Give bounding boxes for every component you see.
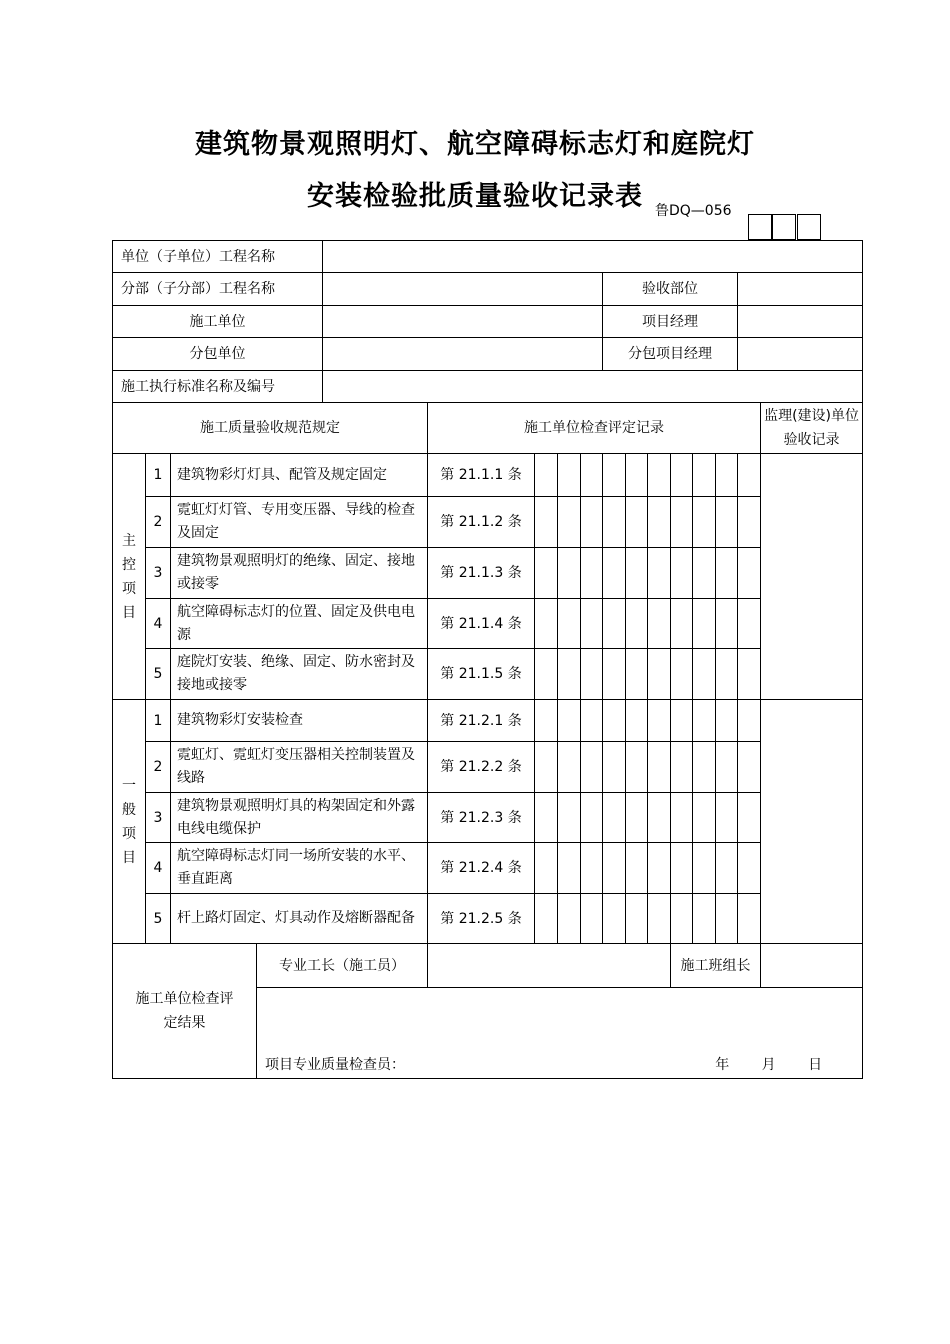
code-box-3[interactable] xyxy=(797,214,821,240)
spec-header: 施工质量验收规范规定 xyxy=(113,403,428,454)
item-text: 航空障碍标志灯同一场所安装的水平、垂直距离 xyxy=(171,843,428,894)
check-cell[interactable] xyxy=(716,548,738,599)
check-cell[interactable] xyxy=(626,454,648,497)
general-char: 般 xyxy=(122,801,136,818)
item-clause: 第 21.2.5 条 xyxy=(428,894,535,944)
row-project-name xyxy=(113,241,863,273)
check-cell[interactable] xyxy=(648,700,671,742)
construction-unit-label: 施工单位 xyxy=(113,306,323,338)
check-cell[interactable] xyxy=(738,599,761,649)
check-cell[interactable] xyxy=(648,742,671,793)
item-text: 霓虹灯、霓虹灯变压器相关控制装置及线路 xyxy=(171,742,428,793)
contractor-record-header: 施工单位检查评定记录 xyxy=(428,403,761,454)
check-cell[interactable] xyxy=(716,700,738,742)
check-cell[interactable] xyxy=(603,454,626,497)
check-cell[interactable] xyxy=(581,649,603,700)
project-name-label: 单位（子单位）工程名称 xyxy=(113,241,323,273)
team-leader-label: 施工班组长 xyxy=(671,944,761,988)
item-number: 1 xyxy=(146,700,171,742)
row-standard xyxy=(113,371,863,403)
subcontract-unit-value[interactable] xyxy=(323,338,603,371)
table-row xyxy=(113,548,863,599)
check-cell[interactable] xyxy=(558,843,581,894)
check-cell[interactable] xyxy=(535,742,558,793)
check-cell[interactable] xyxy=(603,700,626,742)
check-cell[interactable] xyxy=(558,894,581,944)
check-cell[interactable] xyxy=(558,497,581,548)
item-clause: 第 21.1.1 条 xyxy=(428,454,535,497)
check-cell[interactable] xyxy=(603,649,626,700)
check-cell[interactable] xyxy=(558,548,581,599)
table-row xyxy=(113,894,863,944)
subproject-name-label: 分部（子分部）工程名称 xyxy=(113,273,323,306)
general-char: 目 xyxy=(122,849,136,866)
item-text: 杆上路灯固定、灯具动作及熔断器配备 xyxy=(171,894,428,944)
check-cell[interactable] xyxy=(535,548,558,599)
check-cell[interactable] xyxy=(671,497,693,548)
check-cell[interactable] xyxy=(716,742,738,793)
item-number: 2 xyxy=(146,497,171,548)
item-text: 建筑物景观照明灯的绝缘、固定、接地或接零 xyxy=(171,548,428,599)
table-row xyxy=(113,700,863,742)
check-cell[interactable] xyxy=(648,454,671,497)
check-cell[interactable] xyxy=(535,843,558,894)
check-cell[interactable] xyxy=(626,894,648,944)
check-cell[interactable] xyxy=(671,454,693,497)
check-cell[interactable] xyxy=(738,700,761,742)
item-text: 航空障碍标志灯的位置、固定及供电电源 xyxy=(171,599,428,649)
item-number: 3 xyxy=(146,548,171,599)
row-construction-unit xyxy=(113,306,863,338)
check-cell[interactable] xyxy=(626,843,648,894)
check-cell[interactable] xyxy=(626,599,648,649)
day-label: 日 xyxy=(808,1057,823,1073)
check-cell[interactable] xyxy=(671,843,693,894)
check-cell[interactable] xyxy=(671,742,693,793)
item-clause: 第 21.1.2 条 xyxy=(428,497,535,548)
team-leader-value[interactable] xyxy=(761,944,863,988)
check-cell[interactable] xyxy=(626,742,648,793)
item-text: 建筑物彩灯灯具、配管及规定固定 xyxy=(171,454,428,497)
main-control-char: 主 xyxy=(122,532,136,549)
subcontract-manager-value[interactable] xyxy=(738,338,863,371)
check-cell[interactable] xyxy=(738,454,761,497)
check-cell[interactable] xyxy=(716,649,738,700)
supervisor-record-header: 监理(建设)单位验收记录 xyxy=(761,403,863,454)
check-cell[interactable] xyxy=(535,700,558,742)
check-cell[interactable] xyxy=(738,843,761,894)
check-cell[interactable] xyxy=(558,793,581,843)
row-column-headers xyxy=(113,403,863,454)
check-cell[interactable] xyxy=(603,793,626,843)
check-cell[interactable] xyxy=(693,649,716,700)
check-cell[interactable] xyxy=(581,599,603,649)
check-cell[interactable] xyxy=(671,649,693,700)
check-cell[interactable] xyxy=(648,649,671,700)
check-cell[interactable] xyxy=(581,454,603,497)
check-cell[interactable] xyxy=(558,700,581,742)
item-clause: 第 21.2.3 条 xyxy=(428,793,535,843)
item-number: 5 xyxy=(146,894,171,944)
form-title-line1: 建筑物景观照明灯、航空障碍标志灯和庭院灯 xyxy=(195,129,755,160)
check-cell[interactable] xyxy=(738,497,761,548)
check-cell[interactable] xyxy=(581,793,603,843)
check-cell[interactable] xyxy=(581,497,603,548)
general-char: 项 xyxy=(122,825,136,842)
check-cell[interactable] xyxy=(581,843,603,894)
code-box-2[interactable] xyxy=(772,214,796,240)
result-label: 施工单位检查评定结果 xyxy=(113,944,257,1079)
check-cell[interactable] xyxy=(716,843,738,894)
check-cell[interactable] xyxy=(693,793,716,843)
acceptance-part-value[interactable] xyxy=(738,273,863,306)
construction-unit-value[interactable] xyxy=(323,306,603,338)
table-row xyxy=(113,793,863,843)
check-cell[interactable] xyxy=(671,599,693,649)
check-cell[interactable] xyxy=(738,793,761,843)
check-cell[interactable] xyxy=(603,599,626,649)
check-cell[interactable] xyxy=(558,649,581,700)
standard-label: 施工执行标准名称及编号 xyxy=(113,371,323,403)
item-clause: 第 21.1.3 条 xyxy=(428,548,535,599)
month-label: 月 xyxy=(761,1057,776,1073)
acceptance-part-label: 验收部位 xyxy=(603,273,738,306)
code-box-1[interactable] xyxy=(748,214,772,240)
foreman-label: 专业工长（施工员） xyxy=(257,944,428,988)
check-cell[interactable] xyxy=(558,454,581,497)
subproject-name-value[interactable] xyxy=(323,273,603,306)
table-row xyxy=(113,497,863,548)
check-cell[interactable] xyxy=(671,700,693,742)
check-cell[interactable] xyxy=(738,894,761,944)
item-clause: 第 21.2.1 条 xyxy=(428,700,535,742)
table-row xyxy=(113,742,863,793)
check-cell[interactable] xyxy=(716,894,738,944)
check-cell[interactable] xyxy=(716,497,738,548)
project-name-value[interactable] xyxy=(323,241,863,273)
check-cell[interactable] xyxy=(648,548,671,599)
row-subcontract xyxy=(113,338,863,371)
standard-value[interactable] xyxy=(323,371,863,403)
item-text: 建筑物景观照明灯具的构架固定和外露电线电缆保护 xyxy=(171,793,428,843)
check-cell[interactable] xyxy=(535,793,558,843)
table-row xyxy=(113,454,863,497)
item-number: 2 xyxy=(146,742,171,793)
item-number: 3 xyxy=(146,793,171,843)
check-cell[interactable] xyxy=(693,742,716,793)
subcontract-manager-label: 分包项目经理 xyxy=(603,338,738,371)
main-control-char: 目 xyxy=(122,604,136,621)
check-cell[interactable] xyxy=(535,454,558,497)
item-number: 4 xyxy=(146,599,171,649)
check-cell[interactable] xyxy=(716,599,738,649)
item-clause: 第 21.1.5 条 xyxy=(428,649,535,700)
main-control-char: 控 xyxy=(122,556,136,573)
check-cell[interactable] xyxy=(738,548,761,599)
main-control-char: 项 xyxy=(122,580,136,597)
check-cell[interactable] xyxy=(581,548,603,599)
check-cell[interactable] xyxy=(603,894,626,944)
check-cell[interactable] xyxy=(648,599,671,649)
check-cell[interactable] xyxy=(671,793,693,843)
check-cell[interactable] xyxy=(648,843,671,894)
check-cell[interactable] xyxy=(535,649,558,700)
project-manager-value[interactable] xyxy=(738,306,863,338)
check-cell[interactable] xyxy=(603,497,626,548)
item-number: 4 xyxy=(146,843,171,894)
inspection-record-table xyxy=(112,240,863,1079)
check-cell[interactable] xyxy=(558,599,581,649)
result-signature-area[interactable] xyxy=(257,988,863,1079)
check-cell[interactable] xyxy=(648,497,671,548)
check-cell[interactable] xyxy=(693,454,716,497)
item-text: 庭院灯安装、绝缘、固定、防水密封及接地或接零 xyxy=(171,649,428,700)
table-row xyxy=(113,599,863,649)
item-clause: 第 21.2.2 条 xyxy=(428,742,535,793)
check-cell[interactable] xyxy=(693,894,716,944)
general-char: 一 xyxy=(122,777,136,794)
item-number: 1 xyxy=(146,454,171,497)
check-cell[interactable] xyxy=(693,700,716,742)
check-cell[interactable] xyxy=(626,793,648,843)
check-cell[interactable] xyxy=(738,742,761,793)
row-result-signatures xyxy=(113,944,863,988)
check-cell[interactable] xyxy=(603,548,626,599)
check-cell[interactable] xyxy=(671,894,693,944)
item-number: 5 xyxy=(146,649,171,700)
check-cell[interactable] xyxy=(716,793,738,843)
check-cell[interactable] xyxy=(693,599,716,649)
check-cell[interactable] xyxy=(535,599,558,649)
form-title-line2: 安装检验批质量验收记录表 xyxy=(307,181,643,212)
check-cell[interactable] xyxy=(626,548,648,599)
item-text: 建筑物彩灯安装检查 xyxy=(171,700,428,742)
form-code: 鲁DQ—056 xyxy=(655,203,732,219)
check-cell[interactable] xyxy=(648,793,671,843)
item-clause: 第 21.1.4 条 xyxy=(428,599,535,649)
check-cell[interactable] xyxy=(671,548,693,599)
year-label: 年 xyxy=(715,1057,730,1073)
check-cell[interactable] xyxy=(603,843,626,894)
check-cell[interactable] xyxy=(535,894,558,944)
project-manager-label: 项目经理 xyxy=(603,306,738,338)
subcontract-unit-label: 分包单位 xyxy=(113,338,323,371)
check-cell[interactable] xyxy=(558,742,581,793)
inspector-label: 项目专业质量检查员： xyxy=(265,1057,405,1073)
check-cell[interactable] xyxy=(581,894,603,944)
check-cell[interactable] xyxy=(738,649,761,700)
table-row xyxy=(113,843,863,894)
main-control-label xyxy=(113,454,146,700)
check-cell[interactable] xyxy=(716,454,738,497)
check-cell[interactable] xyxy=(648,894,671,944)
check-cell[interactable] xyxy=(581,700,603,742)
general-supervisor-record[interactable] xyxy=(761,700,863,944)
table-row xyxy=(113,649,863,700)
main-control-supervisor-record[interactable] xyxy=(761,454,863,700)
general-label xyxy=(113,700,146,944)
foreman-value[interactable] xyxy=(428,944,671,988)
check-cell[interactable] xyxy=(603,742,626,793)
item-clause: 第 21.2.4 条 xyxy=(428,843,535,894)
check-cell[interactable] xyxy=(581,742,603,793)
check-cell[interactable] xyxy=(535,497,558,548)
check-cell[interactable] xyxy=(693,497,716,548)
check-cell[interactable] xyxy=(693,548,716,599)
check-cell[interactable] xyxy=(693,843,716,894)
row-subproject xyxy=(113,273,863,306)
item-text: 霓虹灯灯管、专用变压器、导线的检查及固定 xyxy=(171,497,428,548)
check-cell[interactable] xyxy=(626,649,648,700)
check-cell[interactable] xyxy=(626,497,648,548)
check-cell[interactable] xyxy=(626,700,648,742)
